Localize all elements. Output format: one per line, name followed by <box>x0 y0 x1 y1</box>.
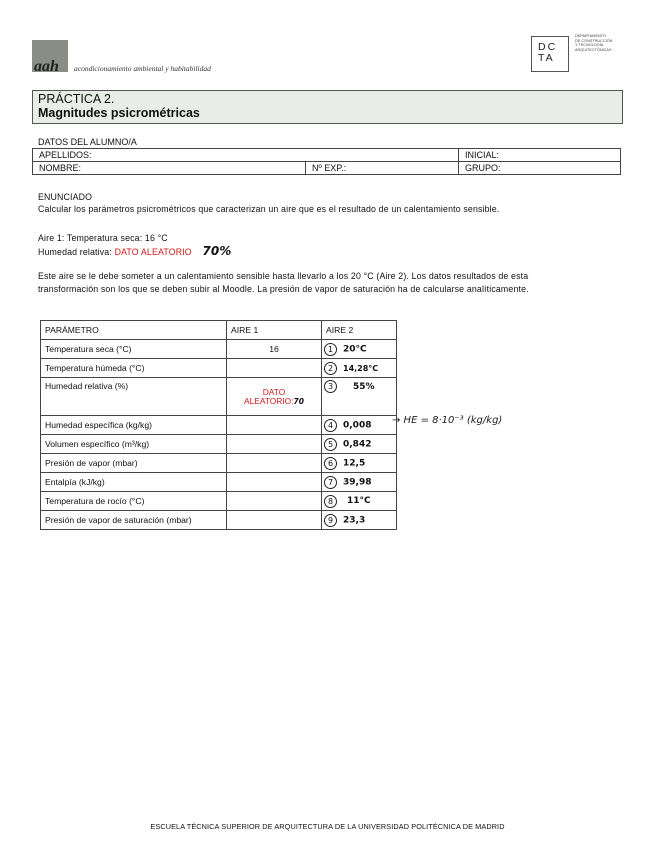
dept-line: Y TECNOLOGÍA <box>575 43 604 48</box>
student-data-table <box>32 148 621 175</box>
aire2-handwritten: 12,5 <box>343 458 366 468</box>
table-row <box>41 340 397 359</box>
header-aire2: AIRE 2 <box>322 321 397 340</box>
aah-logo-text: acondicionamiento ambiental y habitabilidad <box>74 64 211 73</box>
aire1-handwritten: 70 <box>293 396 304 406</box>
aire2-cell <box>322 359 397 378</box>
circled-number: 6 <box>324 457 337 470</box>
circled-number: 5 <box>324 438 337 451</box>
param-label: Presión de vapor de saturación (mbar) <box>41 511 227 530</box>
circled-number: 3 <box>324 380 337 393</box>
humedad-label: Humedad relativa: <box>38 247 112 257</box>
aire1-value <box>227 359 322 378</box>
aire1-text: Aire 1: Temperatura seca: 16 °C <box>38 233 168 243</box>
aire1-value <box>227 492 322 511</box>
aire2-cell <box>322 454 397 473</box>
grupo-field[interactable]: GRUPO: <box>459 162 621 175</box>
circled-number: 9 <box>324 514 337 527</box>
dept-line: DE CONSTRUCCIÓN <box>575 38 613 43</box>
enunciado-text: Calcular los parámetros psicrométricos que caracterizan un aire que es el resultado de un calentamiento sensible. <box>38 204 500 214</box>
table-row <box>41 511 397 530</box>
table-row <box>41 473 397 492</box>
table-row <box>41 435 397 454</box>
aire2-cell <box>322 378 397 416</box>
param-label: Humedad relativa (%) <box>41 378 227 416</box>
aire1-value <box>227 511 322 530</box>
apellidos-field[interactable]: APELLIDOS: <box>33 149 459 162</box>
parameters-table <box>40 320 397 530</box>
param-label: Humedad específica (kg/kg) <box>41 416 227 435</box>
dcta-logo <box>538 42 557 64</box>
table-row <box>41 416 397 435</box>
aire1-value <box>227 416 322 435</box>
practice-number: PRÁCTICA 2. <box>38 92 115 106</box>
aire2-cell <box>322 416 397 435</box>
humedad-random-value: DATO ALEATORIO <box>114 247 192 257</box>
table-row <box>41 492 397 511</box>
nombre-field[interactable]: NOMBRE: <box>33 162 306 175</box>
aire2-handwritten: 11°C <box>347 496 371 506</box>
aire2-handwritten: 0,008 <box>343 420 372 430</box>
aire2-cell <box>322 492 397 511</box>
table-row <box>41 359 397 378</box>
table-row <box>41 378 397 416</box>
humedad-handwritten: 70% <box>202 244 232 258</box>
circled-number: 7 <box>324 476 337 489</box>
aire2-handwritten: 55% <box>353 381 375 392</box>
dcta-line-1: DC <box>538 41 558 53</box>
enunciado-paragraph-2: transformación son los que se deben subir al Moodle. La presión de vapor de saturación ha de calcularse analíticamente. <box>38 284 529 294</box>
humedad-line <box>38 246 232 259</box>
aire2-cell <box>322 435 397 454</box>
aire1-value <box>227 473 322 492</box>
header-aire1: AIRE 1 <box>227 321 322 340</box>
aire2-handwritten: 39,98 <box>343 477 372 487</box>
aire2-cell <box>322 511 397 530</box>
aah-logo-mark: aah <box>34 58 59 75</box>
aire1-value <box>227 435 322 454</box>
aire2-handwritten: 23,3 <box>343 515 366 525</box>
enunciado-paragraph-1: Este aire se le debe someter a un calentamiento sensible hasta llevarlo a los 20 °C (Aire 2). Los datos resultados de esta <box>38 271 529 281</box>
aire2-handwritten: 14,28°C <box>343 363 379 373</box>
param-label: Temperatura húmeda (°C) <box>41 359 227 378</box>
aire2-cell <box>322 473 397 492</box>
param-label: Entalpía (kJ/kg) <box>41 473 227 492</box>
dept-line: DEPARTAMENTO <box>575 34 606 38</box>
aire1-random-line1: DATO <box>262 386 286 397</box>
practice-title: Magnitudes psicrométricas <box>38 106 200 120</box>
enunciado-heading: ENUNCIADO <box>38 192 93 202</box>
circled-number: 1 <box>324 343 337 356</box>
aire1-value <box>227 454 322 473</box>
param-label: Volumen específico (m³/kg) <box>41 435 227 454</box>
footer-school-name: ESCUELA TÉCNICA SUPERIOR DE ARQUITECTURA DE LA UNIVERSIDAD POLITÉCNICA DE MADRID <box>150 822 505 831</box>
param-label: Presión de vapor (mbar) <box>41 454 227 473</box>
param-label: Temperatura de rocío (°C) <box>41 492 227 511</box>
inicial-field[interactable]: INICIAL: <box>459 149 621 162</box>
circled-number: 4 <box>324 419 337 432</box>
aire2-handwritten: 0,842 <box>343 439 372 449</box>
dept-line: ARQUITECTÓNICAS <box>575 47 612 52</box>
aire1-random-cell <box>227 378 322 416</box>
aire1-random-line2: ALEATORIO: <box>244 395 294 406</box>
department-name <box>575 34 612 52</box>
header-parametro: PARÁMETRO <box>41 321 227 340</box>
student-data-heading: DATOS DEL ALUMNO/A <box>38 137 137 147</box>
aire2-handwritten: 20°C <box>343 344 367 354</box>
dcta-line-2: TA <box>538 52 555 64</box>
aire2-cell <box>322 340 397 359</box>
humedad-especifica-annotation: → HE = 8·10⁻³ (kg/kg) <box>392 415 503 426</box>
circled-number: 2 <box>324 362 337 375</box>
circled-number: 8 <box>324 495 337 508</box>
table-row <box>41 454 397 473</box>
exp-field[interactable]: Nº EXP.: <box>306 162 459 175</box>
aire1-value: 16 <box>227 340 322 359</box>
param-label: Temperatura seca (°C) <box>41 340 227 359</box>
